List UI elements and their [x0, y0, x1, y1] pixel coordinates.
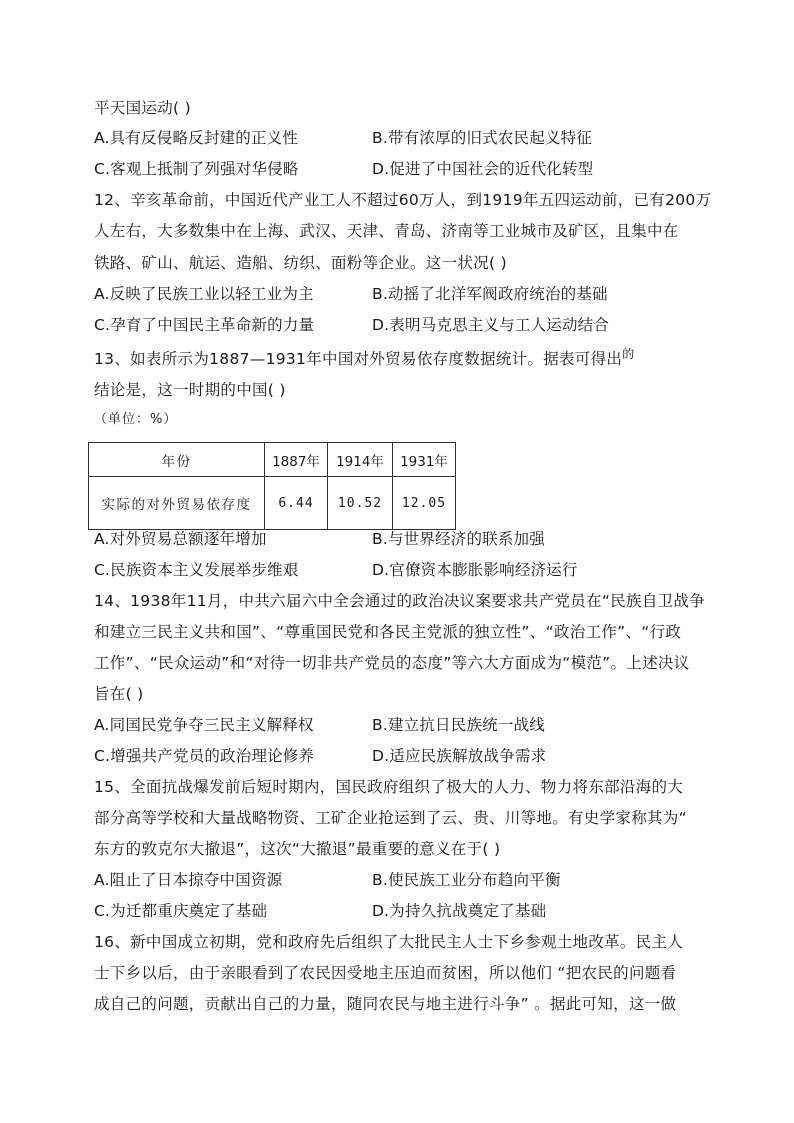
- q15-stem-line3: 东方的敦克尔大撤退”，这次“大撤退”最重要的意义在于( ): [94, 840, 501, 858]
- table-header-1914: 1914年: [328, 443, 393, 477]
- q12-option-b: B.动摇了北洋军阀政府统治的基础: [372, 285, 608, 303]
- table-cell-1887: 6.44: [265, 477, 328, 530]
- q13-option-d: D.官僚资本膨胀影响经济运行: [372, 561, 578, 579]
- q13-stem-line2: 结论是，这一时期的中国( ): [94, 381, 286, 399]
- q13-trade-table: [88, 442, 456, 530]
- q12-stem-line3: 铁路、矿山、航运、造船、纺织、面粉等企业。这一状况( ): [94, 254, 507, 272]
- q11-option-a: A.具有反侵略反封建的正义性: [94, 129, 299, 147]
- q14-option-a: A.同国民党争夺三民主义解释权: [94, 716, 314, 734]
- table-cell-1931: 12.05: [393, 477, 456, 530]
- q12-stem-line2: 人左右，大多数集中在上海、武汉、天津、青岛、济南等工业城市及矿区，且集中在: [94, 222, 679, 240]
- q12-option-d: D.表明马克思主义与工人运动结合: [372, 316, 610, 334]
- q15-stem-line1: 15、全面抗战爆发前后短时期内，国民政府组织了极大的人力、物力将东部沿海的大: [94, 778, 684, 796]
- table-row: [89, 477, 456, 530]
- table-header-year: 年份: [89, 443, 265, 477]
- q13-stem-sup: 的: [622, 347, 635, 361]
- q13-option-c: C.民族资本主义发展举步维艰: [94, 561, 299, 579]
- q13-option-a: A.对外贸易总额逐年增加: [94, 530, 267, 548]
- q14-stem-line4: 旨在( ): [94, 685, 144, 703]
- table-cell-1914: 10.52: [328, 477, 393, 530]
- q16-stem-line3: 成自己的问题，贡献出自己的力量，随同农民与地主进行斗争” 。据此可知，这一做: [94, 995, 677, 1013]
- q15-option-d: D.为持久抗战奠定了基础: [372, 902, 547, 920]
- q13-table-unit: （单位：%）: [94, 412, 178, 427]
- q14-option-b: B.建立抗日民族统一战线: [372, 716, 545, 734]
- q13-option-b: B.与世界经济的联系加强: [372, 530, 545, 548]
- table-header-1887: 1887年: [265, 443, 328, 477]
- q11-option-b: B.带有浓厚的旧式农民起义特征: [372, 129, 593, 147]
- q16-stem-line2: 士下乡以后，由于亲眼看到了农民因受地主压迫而贫困，所以他们 “把农民的问题看: [94, 964, 677, 982]
- q12-stem-line1: 12、辛亥革命前，中国近代产业工人不超过60万人，到1919年五四运动前，已有200万: [94, 191, 712, 209]
- q14-option-d: D.适应民族解放战争需求: [372, 747, 547, 765]
- q15-option-c: C.为迁都重庆奠定了基础: [94, 902, 268, 920]
- q14-option-c: C.增强共产党员的政治理论修养: [94, 747, 315, 765]
- q16-stem-line1: 16、新中国成立初期，党和政府先后组织了大批民主人士下乡参观土地改革。民主人: [94, 933, 684, 951]
- q14-stem-line1: 14、1938年11月，中共六届六中全会通过的政治决议案要求共产党员在“民族自卫战争: [94, 592, 706, 610]
- q13-stem-line1: [94, 348, 635, 371]
- q14-stem-line3: 工作”、“民众运动”和“对待一切非共产党员的态度”等六大方面成为“模范”。上述决议: [94, 654, 690, 672]
- q13-stem-line1-text: 13、如表所示为1887—1931年中国对外贸易依存度数据统计。据表可得出: [94, 350, 623, 368]
- q15-option-b: B.使民族工业分布趋向平衡: [372, 871, 561, 889]
- table-header-1931: 1931年: [393, 443, 456, 477]
- table-row-label: 实际的对外贸易依存度: [89, 477, 265, 530]
- q11-stem-tail: 平天国运动( ): [94, 99, 191, 117]
- q14-stem-line2: 和建立三民主义共和国”、“尊重国民党和各民主党派的独立性”、“政治工作”、“行政: [94, 623, 682, 641]
- q15-option-a: A.阻止了日本掠夺中国资源: [94, 871, 283, 889]
- q12-option-c: C.孕育了中国民主革命新的力量: [94, 316, 315, 334]
- q11-option-c: C.客观上抵制了列强对华侵略: [94, 160, 299, 178]
- q15-stem-line2: 部分高等学校和大量战略物资、工矿企业抢运到了云、贵、川等地。有史学家称其为“: [94, 809, 687, 827]
- q11-option-d: D.促进了中国社会的近代化转型: [372, 160, 594, 178]
- table-header-row: [89, 443, 456, 477]
- q12-option-a: A.反映了民族工业以轻工业为主: [94, 285, 314, 303]
